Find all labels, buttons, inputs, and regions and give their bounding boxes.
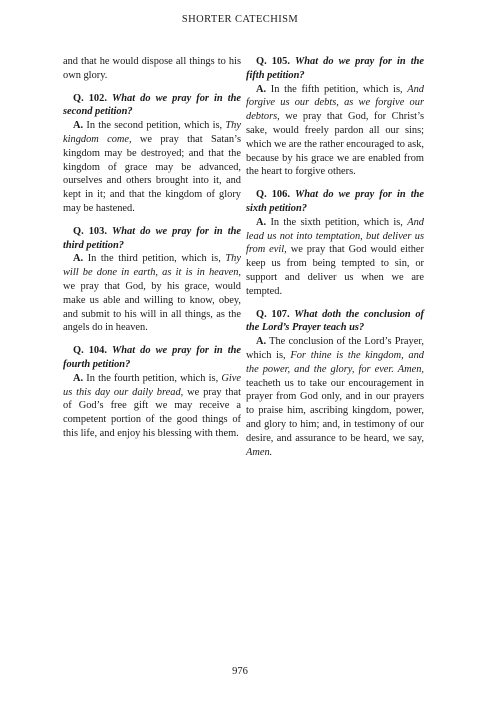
question-text: What do we pray for in the third petition? xyxy=(63,225,241,251)
question-text: What do we pray for in the second petition? xyxy=(63,92,241,118)
answer-text: In the second petition, which is, xyxy=(86,120,226,132)
question-number: Q. 107. xyxy=(256,308,290,320)
question-107 xyxy=(246,308,424,336)
question-102 xyxy=(63,92,241,120)
page-number: 976 xyxy=(232,666,248,677)
answer-label: A. xyxy=(256,336,267,348)
question-104 xyxy=(63,344,241,372)
scripture-quote: And forgive us our debts, as we forgive our debtors, xyxy=(246,83,424,123)
answer-label: A. xyxy=(73,120,84,132)
scripture-quote: And lead us not into temptation, but deliver us from evil, xyxy=(246,216,424,256)
question-text: What doth the conclusion of the Lord’s Prayer teach us? xyxy=(246,308,424,334)
question-text: What do we pray for in the fifth petition? xyxy=(246,56,424,81)
right-column xyxy=(246,55,424,459)
answer-text: In the fifth petition, which is, xyxy=(270,83,408,95)
question-number: Q. 102. xyxy=(73,92,107,104)
left-column xyxy=(63,55,241,441)
answer-104 xyxy=(63,372,241,441)
question-103 xyxy=(63,225,241,253)
scripture-quote: Thy will be done in earth, as it is in heaven, xyxy=(63,253,241,279)
answer-text: we pray that Satan’s kingdom may be destroyed; and that the kingdom of grace may be advanced, ourselves and others brought into it, and kept in it; and that the kingdom of glory may be hastened. xyxy=(63,133,241,214)
answer-102 xyxy=(63,119,241,216)
answer-text: we pray that God, by his grace, would make us able and willing to know, obey, and submit to his will in all things, as the angels do in heaven. xyxy=(63,280,241,334)
answer-text: teacheth us to take our encouragement in prayer from God only, and in our prayers to praise him, ascribing kingdom, power, and glory to him; and, in testimony of our desire, and assurance to be heard, we say, xyxy=(246,377,424,444)
question-number: Q. 104. xyxy=(73,345,107,357)
answer-105 xyxy=(246,83,424,180)
answer-label: A. xyxy=(73,372,84,384)
answer-text: we pray that God would either keep us from being tempted to sin, or support and deliver us when we are tempted. xyxy=(246,244,424,297)
question-105 xyxy=(246,55,424,83)
answer-text: The conclusion of the Lord’s Prayer, which is, xyxy=(246,336,424,361)
question-106 xyxy=(246,188,424,216)
question-text: What do we pray for in the sixth petition? xyxy=(246,189,424,214)
answer-text: we pray that God, for Christ’s sake, would freely pardon all our sins; which we are the rather encouraged to ask, because by his grace we are enabled from the heart to forgive others. xyxy=(246,111,424,178)
answer-label: A. xyxy=(256,216,267,228)
scripture-quote: Thy kingdom come, xyxy=(63,120,241,145)
answer-text: we pray that of God’s free gift we may receive a competent portion of the good things of this life, and enjoy his blessing with them. xyxy=(63,386,242,439)
answer-text: In the third petition, which is, xyxy=(87,253,226,265)
answer-text: In the fourth petition, which is, xyxy=(86,372,222,384)
scripture-quote: Give us this day our daily bread, xyxy=(63,372,241,398)
answer-103 xyxy=(63,252,241,335)
answer-107 xyxy=(246,335,424,459)
question-number: Q. 105. xyxy=(256,56,290,67)
scripture-quote: For thine is the kingdom, and the power, and the glory, for ever. Amen, xyxy=(246,349,424,375)
question-number: Q. 106. xyxy=(256,189,290,201)
answer-label: A. xyxy=(256,83,267,95)
continuation-text: and that he would dispose all things to his own glory. xyxy=(63,56,241,81)
answer-label: A. xyxy=(73,253,84,265)
answer-text: In the sixth petition, which is, xyxy=(270,216,408,228)
question-text: What do we pray for in the fourth petition? xyxy=(63,345,241,370)
closing-amen: Amen. xyxy=(246,446,273,458)
question-number: Q. 103. xyxy=(73,225,107,237)
running-header: SHORTER CATECHISM xyxy=(181,14,299,25)
answer-106 xyxy=(246,216,424,299)
